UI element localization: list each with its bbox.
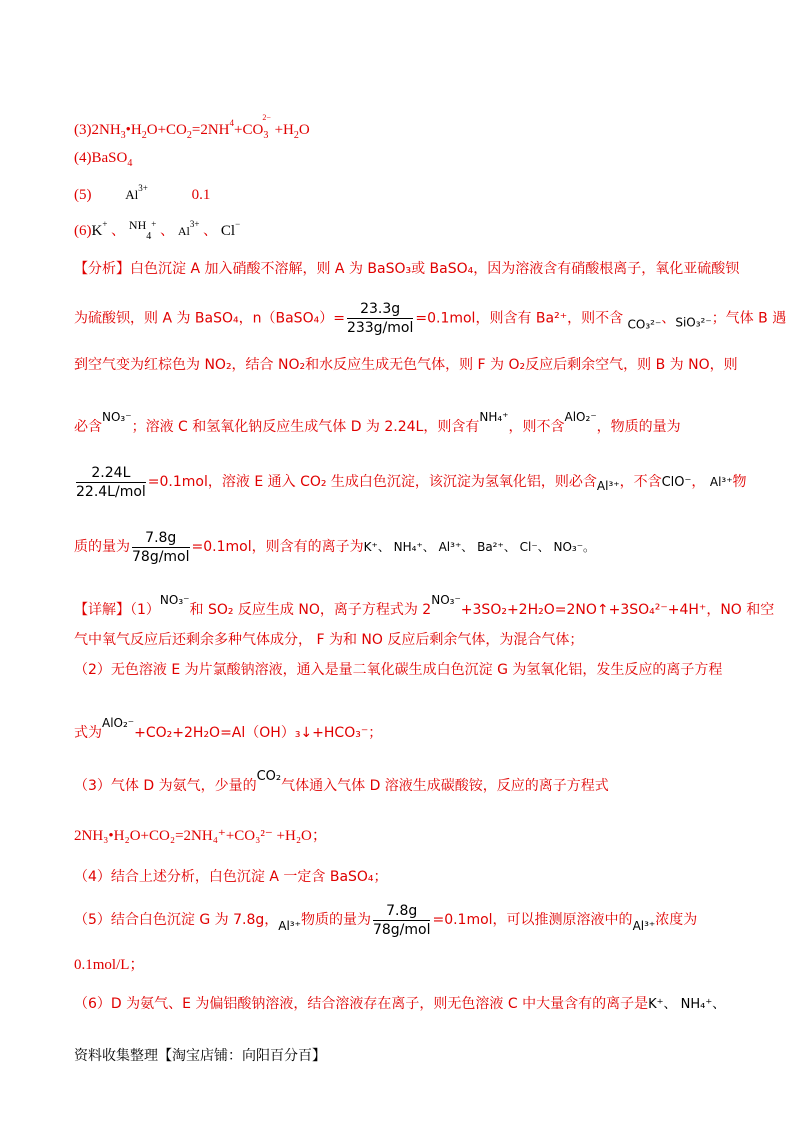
- detail-line-5: （3）气体 D 为氨气，少量的CO₂气体通入气体 D 溶液生成碳酸铵，反应的离子方程式: [74, 769, 609, 794]
- analysis-line-2: 为硫酸钡，则 A 为 BaSO₄，n（BaSO₄）= $\frac{23.3g}{\text{233g/mol}}$ =0.1mol，则含有 Ba²⁺，则不含 CO₃²⁻、SiO₃²⁻；气体 B 遇: [74, 301, 787, 336]
- detail-line-2: 气中氧气反应后还剩余多种气体成分， F 为和 NO 反应后剩余气体，为混合气体；: [74, 632, 584, 648]
- detail-line-1: 【详解】（1）NO₃⁻和 SO₂ 反应生成 NO，离子方程式为 2NO₃⁻+3SO₂+2H₂O=2NO↑+3SO₄²⁻+4H⁺，NO 和空: [74, 593, 775, 618]
- detail-line-9: 0.1mol/L；: [74, 957, 145, 973]
- answer-3: $(3)2NH_3•H_2O+CO_2=2NH^4+CO_3^{2-} +H_2O$: [74, 113, 310, 141]
- analysis-line-4: 必含NO₃⁻；溶液 C 和氢氧化钠反应生成气体 D 为 2.24L，则含有NH₄⁺，则不含AlO₂⁻，物质的量为: [74, 410, 681, 435]
- fraction-al: $\frac{7.8g}{\text{78g/mol}}$: [372, 902, 431, 938]
- detail-line-7: （4）结合上述分析，白色沉淀 A 一定含 BaSO₄；: [74, 869, 388, 885]
- answer-4: (4)BaSO$_4$: [74, 150, 133, 169]
- answer-5: (5) $Al^{3+}$ 0.1: [74, 183, 211, 203]
- detail-line-10: （6）D 为氨气、E 为偏铝酸钠溶液，结合溶液存在离子，则无色溶液 C 中大量含有的离子是K⁺、 NH₄⁺、: [74, 996, 726, 1012]
- detail-line-4: 式为AlO₂⁻+CO₂+2H₂O=Al（OH）₃↓+HCO₃⁻；: [74, 716, 383, 741]
- fraction-baso4: $\frac{23.3g}{\text{233g/mol}}$: [346, 301, 414, 336]
- footer-source: 资料收集整理【淘宝店铺：向阳百分百】: [74, 1048, 326, 1064]
- answer-6: (6)K+ 、 $^{NH}_4$+ 、 $Al^{3+}$ 、 Cl−: [74, 218, 241, 242]
- detail-line-3: （2）无色溶液 E 为片氯酸钠溶液，通入是量二氧化碳生成白色沉淀 G 为氢氧化铝，发生反应的离子方程: [74, 662, 723, 678]
- fraction-aloh3: $\frac{7.8g}{\text{78g/mol}}$: [132, 529, 190, 565]
- analysis-line-1: 【分析】白色沉淀 A 加入硝酸不溶解，则 A 为 BaSO₃或 BaSO₄，因为溶液含有硝酸根离子，氧化亚硫酸钡: [74, 261, 740, 277]
- analysis-line-3: 到空气变为红棕色为 NO₂，结合 NO₂和水反应生成无色气体，则 F 为 O₂反应后剩余空气，则 B 为 NO，则: [74, 357, 738, 373]
- analysis-line-5: $\frac{2.24L}{\text{22.4L/mol}}$ =0.1mol，溶液 E 通入 CO₂ 生成白色沉淀，该沉淀为氢氧化铝，则必含Al³⁺，不含ClO⁻， Al³⁺物: [76, 464, 747, 500]
- analysis-line-6: 质的量为 $\frac{7.8g}{\text{78g/mol}}$ =0.1mol，则含有的离子为K⁺、 NH₄⁺、 Al³⁺、 Ba²⁺、 Cl⁻、 NO₃⁻。: [74, 529, 596, 565]
- fraction-nh3: $\frac{2.24L}{\text{22.4L/mol}}$: [76, 464, 146, 500]
- detail-line-8: （5）结合白色沉淀 G 为 7.8g，Al³⁺物质的量为 $\frac{7.8g}{\text{78g/mol}}$ =0.1mol，可以推测原溶液中的Al³⁺浓度为: [74, 902, 698, 938]
- detail-line-6: 2NH₃•H₂O+CO₂=2NH₄⁺+CO₃²⁻ +H₂O；: [74, 828, 327, 844]
